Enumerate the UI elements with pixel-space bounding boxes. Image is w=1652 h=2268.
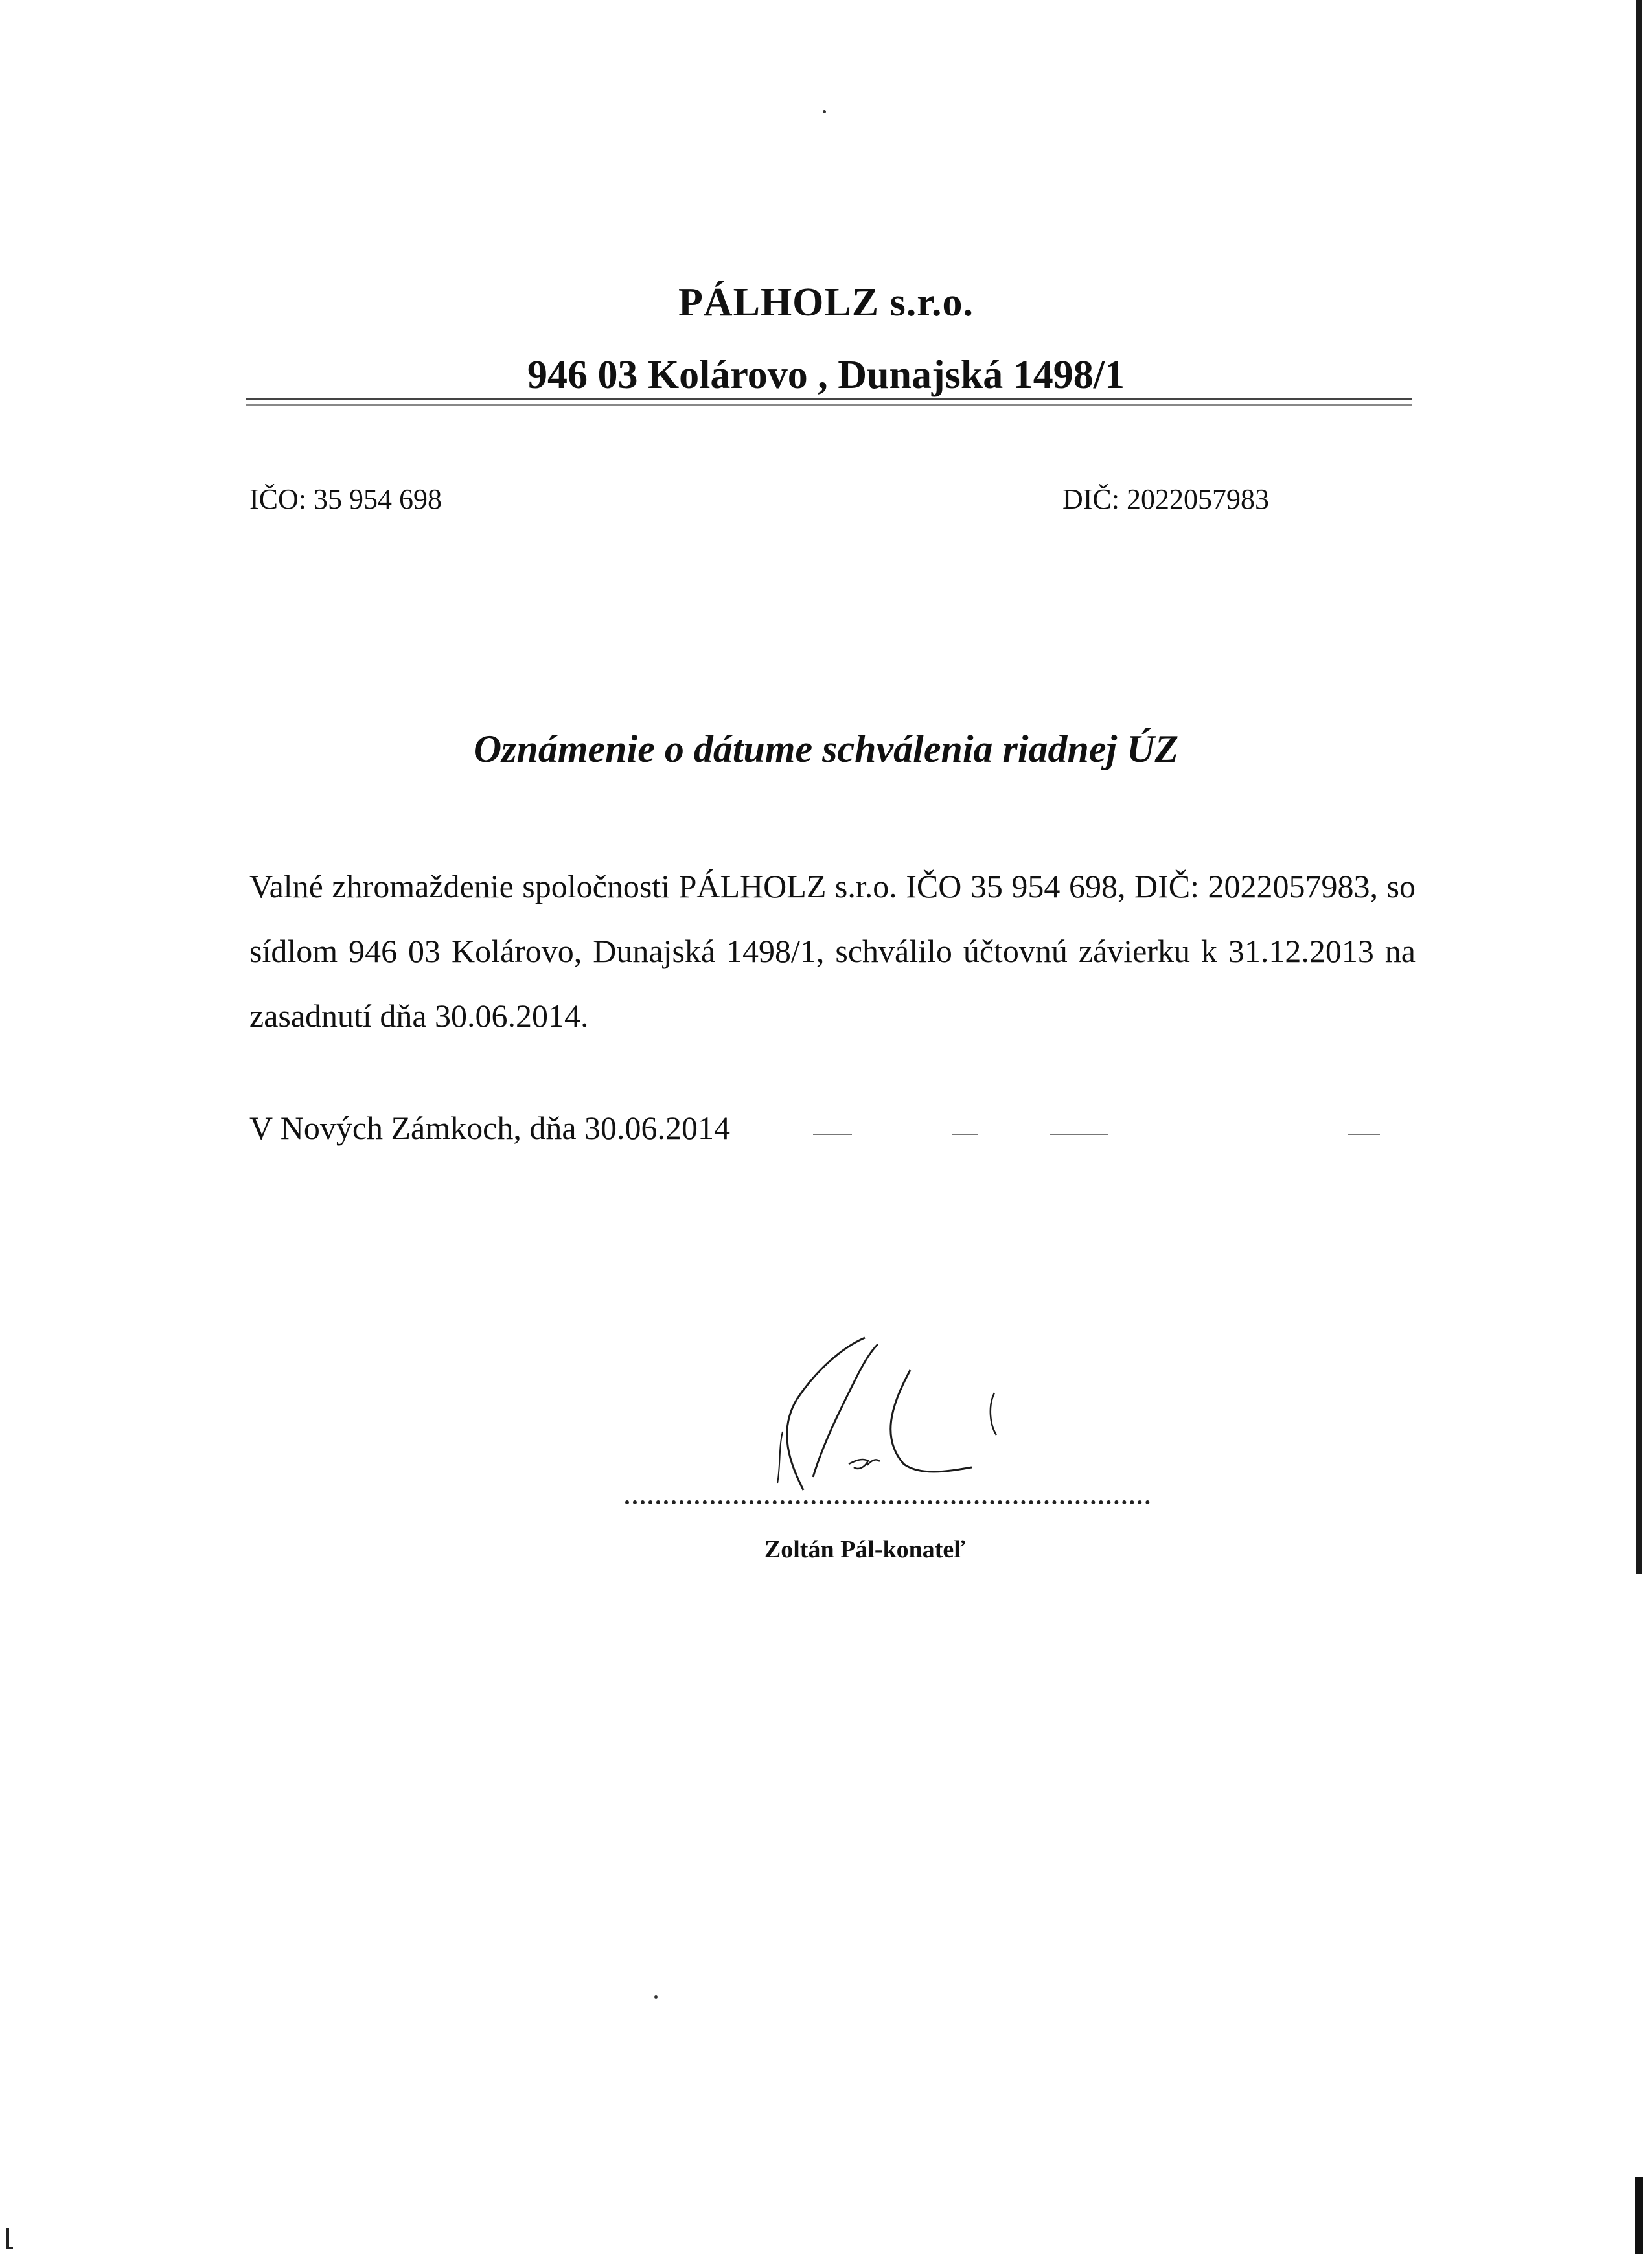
header-divider-secondary	[246, 404, 1412, 406]
scan-dash	[813, 1134, 852, 1135]
company-name: PÁLHOLZ s.r.o.	[678, 281, 974, 325]
company-address: 946 03 Kolárovo , Dunajská 1498/1	[527, 353, 1125, 397]
scan-dash	[1050, 1134, 1108, 1135]
signature-line	[625, 1500, 1150, 1504]
scan-speck	[823, 110, 826, 113]
dic-number: DIČ: 2022057983	[1062, 483, 1269, 515]
scan-speck	[654, 1995, 658, 1999]
scan-corner-mark	[6, 2228, 13, 2249]
scan-edge-bar	[1636, 0, 1642, 1574]
scan-edge-mark	[1635, 2177, 1643, 2254]
place-and-date: V Nových Zámkoch, dňa 30.06.2014	[249, 1110, 731, 1146]
scan-dash	[1348, 1134, 1380, 1135]
header-divider	[246, 398, 1412, 400]
scan-dash	[952, 1134, 978, 1135]
signer-name: Zoltán Pál-konateľ	[764, 1536, 966, 1563]
ico-number: IČO: 35 954 698	[249, 483, 442, 515]
handwritten-signature	[751, 1334, 1024, 1503]
document-body: Valné zhromaždenie spoločnosti PÁLHOLZ s.r.o. IČO 35 954 698, DIČ: 2022057983, so sídlom 946 03 Kolárovo, Dunajská 1498/1, schválilo účtovnú závierku k 31.12.2013 na zasadnutí dňa 30.06.2014.	[249, 868, 1416, 1034]
document-title: Oznámenie o dátume schválenia riadnej ÚZ	[473, 727, 1179, 770]
